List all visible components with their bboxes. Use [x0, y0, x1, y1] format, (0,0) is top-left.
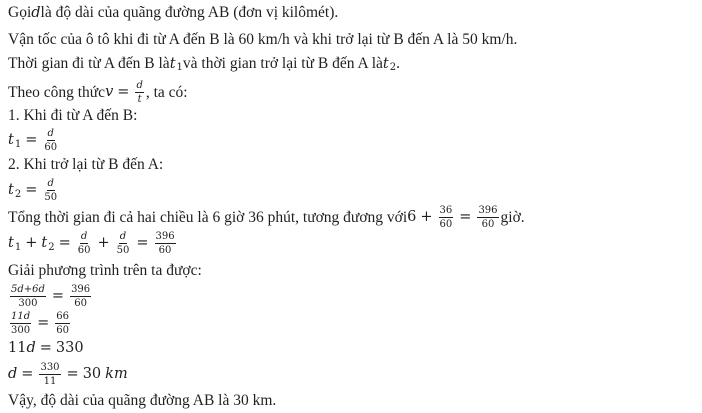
denominator: 300	[18, 298, 38, 309]
denominator: 60	[158, 245, 172, 256]
sub-1: 1	[176, 61, 183, 73]
equation-11d	[8, 341, 84, 356]
fraction-330-over-11	[39, 362, 60, 387]
denominator: 60	[56, 325, 70, 336]
number: 330	[55, 340, 84, 356]
line-case-2	[8, 157, 163, 173]
equals: =	[21, 366, 34, 383]
plus: +	[25, 235, 38, 252]
equals: =	[136, 235, 149, 252]
sub-2: 2	[48, 241, 55, 253]
equals: =	[66, 366, 79, 383]
numerator: 396	[155, 231, 175, 242]
denominator: 60	[439, 219, 453, 230]
fraction-d-over-t	[135, 80, 143, 105]
line-conclusion	[8, 393, 276, 409]
line-times	[8, 56, 400, 72]
var-t1: t	[8, 132, 14, 149]
equation-result	[8, 362, 128, 387]
fraction-11d-over-300	[10, 311, 31, 336]
var-t1: t	[169, 55, 176, 72]
number-6: 6	[407, 209, 417, 226]
equation-combine	[8, 284, 93, 309]
text: là độ dài của quãng đường AB (đơn vị kilômét).	[40, 4, 339, 21]
sub-2: 2	[14, 188, 22, 200]
fraction-d-over-60	[77, 231, 92, 256]
numerator: 11d	[11, 311, 31, 322]
text: giờ.	[500, 208, 525, 226]
var-t2: t	[41, 235, 48, 252]
plus: +	[97, 235, 110, 252]
equals: =	[37, 315, 50, 332]
numerator: 5d+6d	[11, 284, 45, 295]
equals: =	[39, 340, 52, 356]
numerator: 36	[439, 205, 453, 216]
fraction-d-over-60	[43, 128, 58, 153]
equation-t1	[8, 128, 60, 153]
denominator: t	[137, 94, 142, 105]
numerator: 396	[71, 284, 91, 295]
denominator: 50	[116, 245, 130, 256]
text: , ta có:	[145, 83, 188, 101]
equals: =	[117, 84, 130, 101]
text: 2. Khi trở lại từ B đến A:	[8, 156, 164, 173]
denominator: 300	[11, 325, 31, 336]
denominator: 50	[44, 192, 58, 203]
text: Theo công thức	[8, 83, 106, 101]
fraction-396-over-60	[477, 205, 498, 230]
equation-t2	[8, 178, 60, 203]
fraction-396-over-60	[155, 231, 176, 256]
text: Gọi	[8, 4, 32, 21]
text: và thời gian trở lại từ B đến A là	[182, 55, 383, 72]
numerator: d	[47, 128, 54, 139]
numerator: d	[80, 231, 88, 242]
plus: +	[420, 209, 433, 226]
unit-km: km	[105, 366, 128, 383]
var-t2: t	[382, 55, 389, 72]
equals: =	[25, 132, 38, 149]
fraction-d-over-50	[43, 178, 58, 203]
line-define-d	[8, 5, 338, 21]
sub-1: 1	[14, 241, 22, 253]
text: Tổng thời gian đi cả hai chiều là 6 giờ 36 phút, tương đương với	[8, 208, 408, 226]
text: Thời gian đi từ A đến B là	[8, 55, 170, 72]
var-t2: t	[8, 182, 14, 199]
var-d: d	[31, 4, 41, 21]
equation-simplify	[8, 311, 72, 336]
var-t1: t	[8, 235, 14, 252]
numerator: 66	[56, 311, 70, 322]
fraction-66-over-60	[55, 311, 70, 336]
equals: =	[459, 209, 472, 226]
number: 11	[8, 340, 27, 356]
numerator: d	[47, 178, 54, 189]
text: Giải phương trình trên ta được:	[8, 262, 202, 279]
sub-1: 1	[14, 138, 22, 150]
denominator: 60	[77, 245, 91, 256]
fraction-5d-plus-6d-over-300	[10, 284, 46, 309]
number: 30	[82, 366, 102, 383]
numerator: d	[119, 231, 127, 242]
line-formula	[8, 80, 188, 105]
denominator: 60	[44, 142, 58, 153]
sub-2: 2	[389, 61, 397, 73]
var-v: v	[105, 84, 114, 101]
var-d: d	[8, 366, 18, 383]
equals: =	[51, 288, 65, 305]
line-case-1	[8, 108, 137, 124]
text: Vậy, độ dài của quãng đường AB là 30 km.	[8, 392, 277, 409]
equals: =	[58, 235, 71, 252]
numerator: d	[136, 80, 143, 91]
line-total-time	[8, 205, 525, 230]
fraction-396-over-60	[70, 284, 91, 309]
fraction-d-over-50	[116, 231, 131, 256]
text: Vận tốc của ô tô khi đi từ A đến B là 60 km/h và khi trở lại từ B đến A là 50 km/h.	[8, 31, 518, 48]
denominator: 11	[43, 376, 57, 387]
numerator: 330	[40, 362, 60, 373]
fraction-36-over-60	[439, 205, 454, 230]
text: .	[396, 55, 400, 72]
numerator: 396	[478, 205, 498, 216]
denominator: 60	[481, 219, 495, 230]
equals: =	[25, 182, 38, 199]
line-solve	[8, 263, 202, 279]
var-d: d	[26, 340, 36, 356]
denominator: 60	[74, 298, 87, 309]
equation-sum	[8, 231, 178, 256]
text: 1. Khi đi từ A đến B:	[8, 107, 138, 124]
line-speeds	[8, 32, 517, 48]
